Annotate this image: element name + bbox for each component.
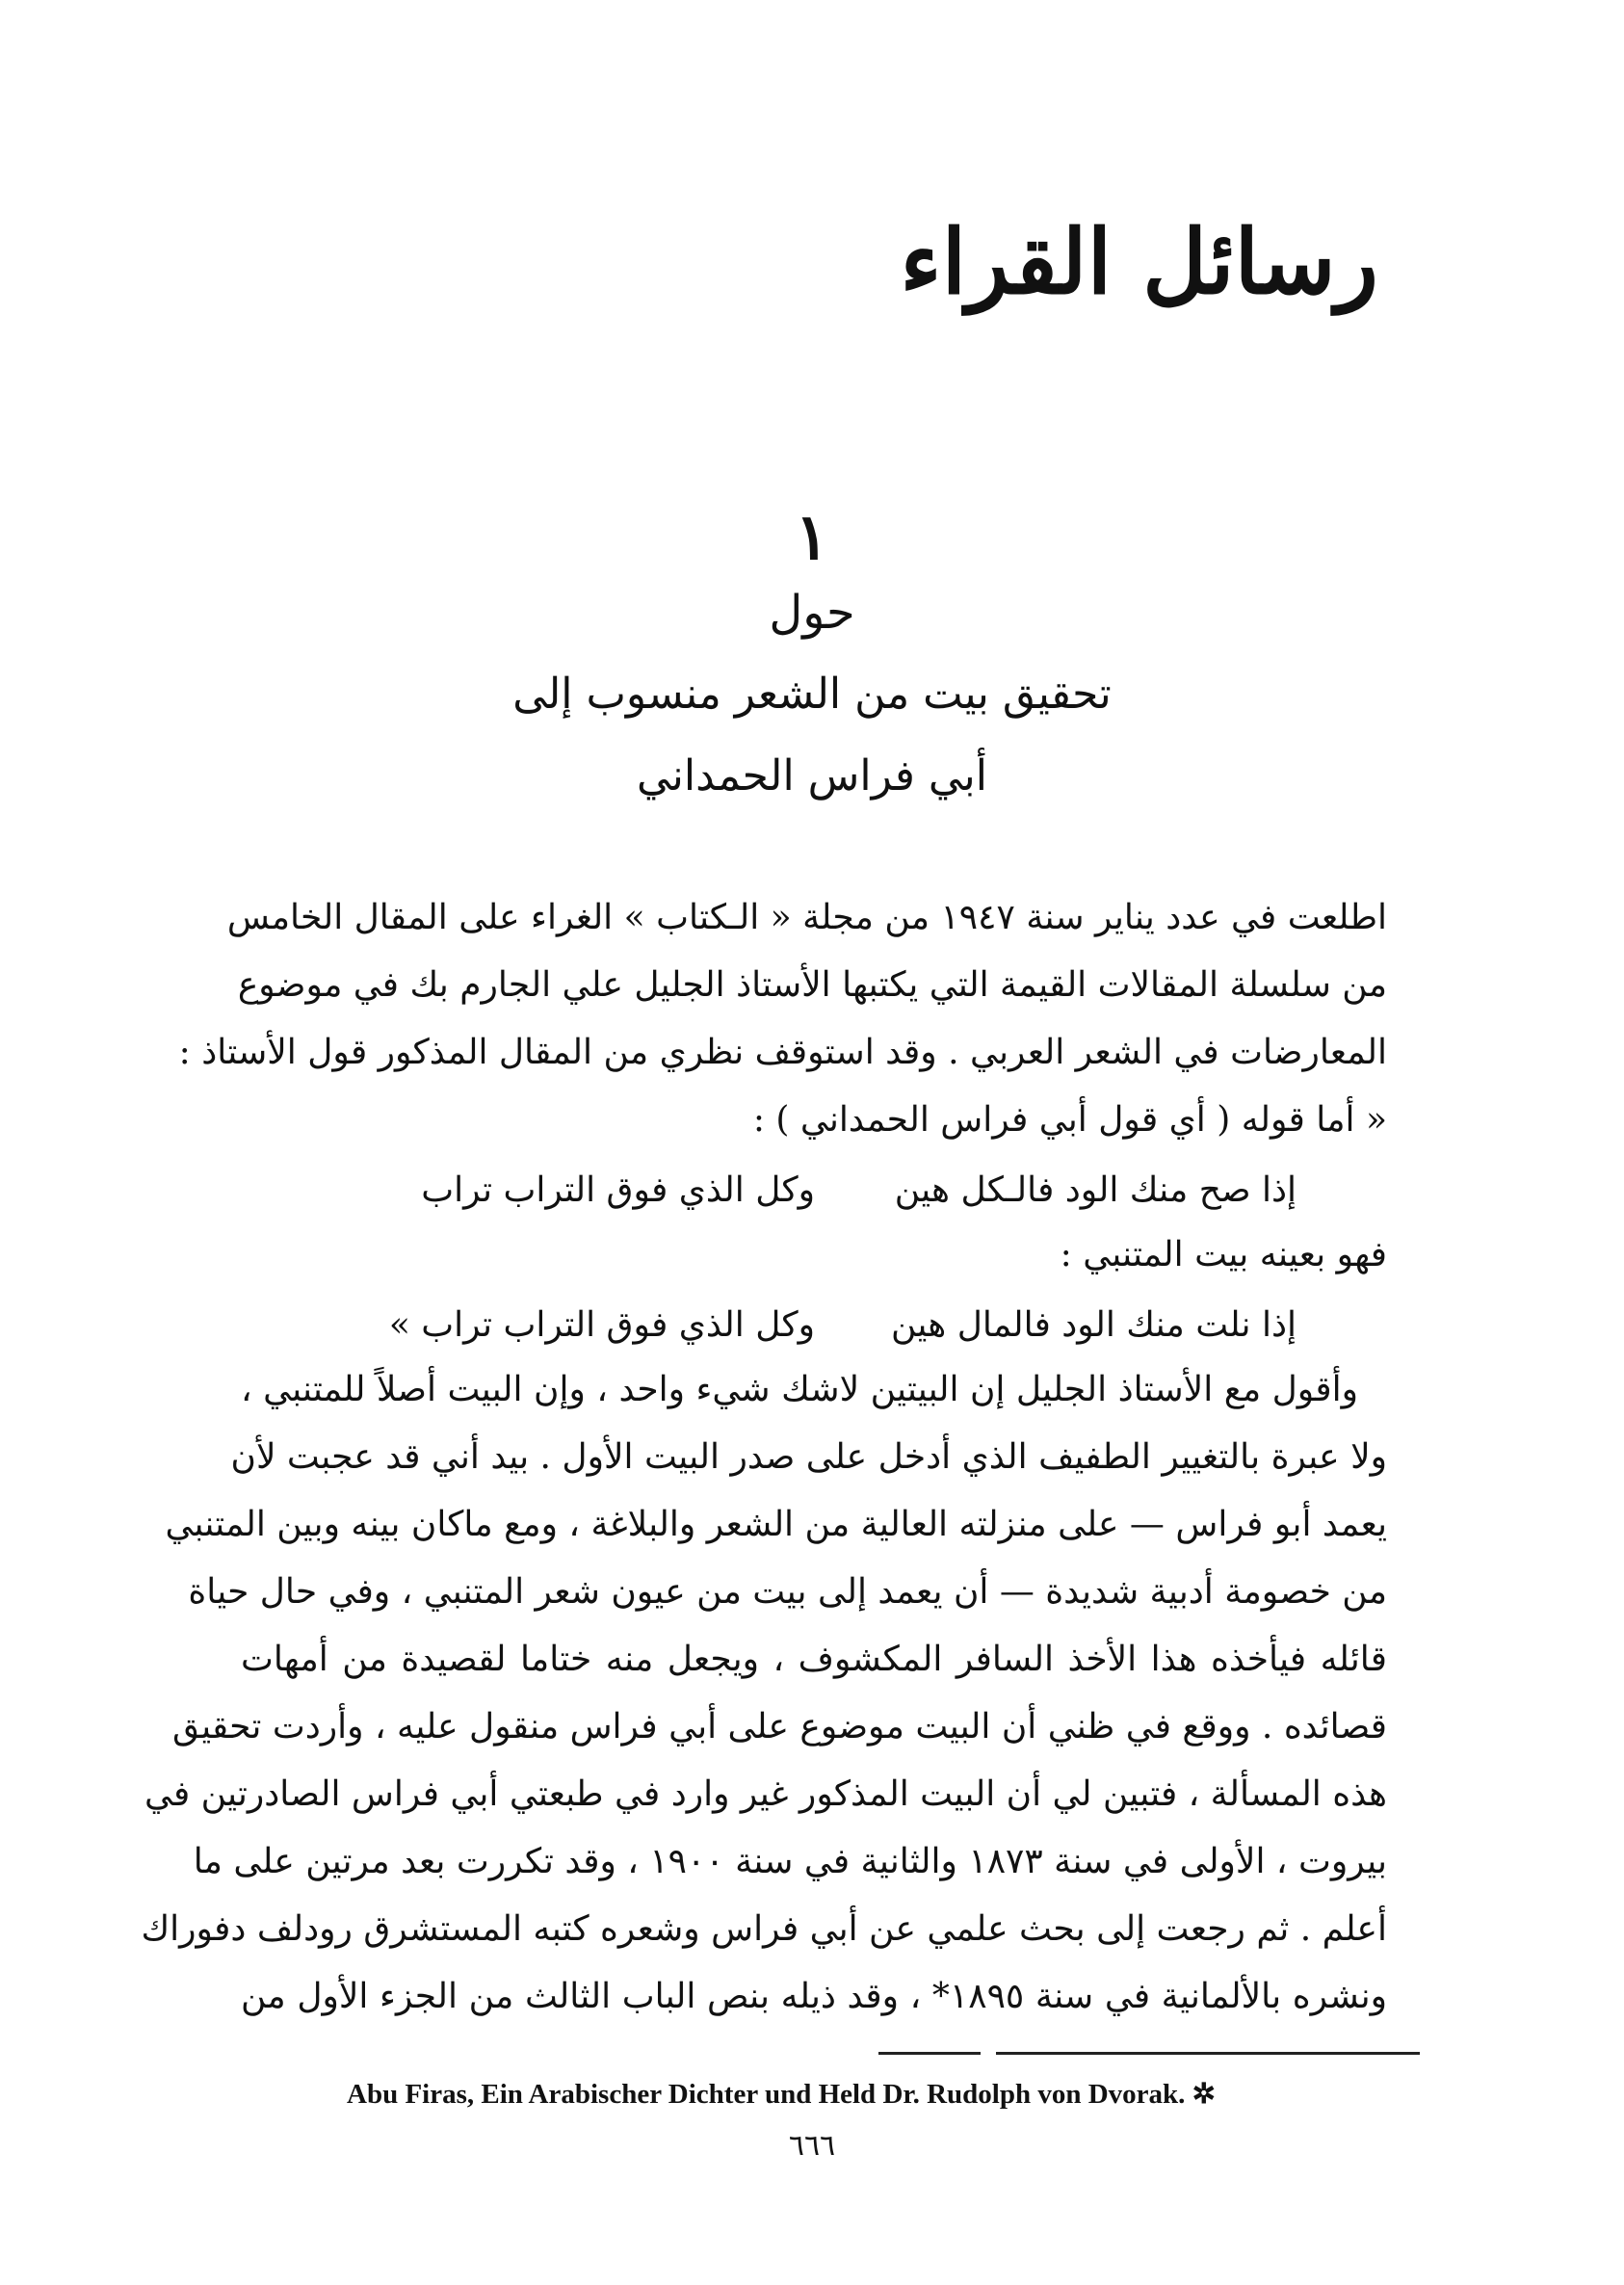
footnote-rule-short (878, 2052, 981, 2055)
paragraph-line: بيروت ، الأولى في سنة ١٨٧٣ والثانية في سنة ١٩٠٠ ، وقد تكررت بعد مرتين على ما (193, 1842, 1387, 1881)
verse-1-second-hemistich: وكل الذي فوق التراب تراب (421, 1170, 815, 1210)
verse-2-first-hemistich: إذا نلت منك الود فالمال هين (891, 1305, 1297, 1345)
paragraph-line: اطلعت في عدد يناير سنة ١٩٤٧ من مجلة « الـكتاب » الغراء على المقال الخامس (226, 898, 1387, 937)
paragraph-line: فهو بعينه بيت المتنبي : (1060, 1235, 1387, 1274)
verse-1-first-hemistich: إذا صح منك الود فالـكل هين (894, 1170, 1297, 1210)
paragraph-line: ونشره بالألمانية في سنة ١٨٩٥* ، وقد ذيله بنص الباب الثالث من الجزء الأول من (241, 1977, 1388, 2016)
paragraph-line: قائله فيأخذه هذا الأخذ السافر المكشوف ، ويجعل منه ختاما لقصيدة من أمهات (241, 1640, 1387, 1679)
section-title: رسائل القراء (900, 210, 1378, 314)
footnote-rule-long (996, 2052, 1420, 2055)
paragraph-line: أعلم . ثم رجعت إلى بحث علمي عن أبي فراس وشعره كتبه المستشرق رودلف دفوراك (141, 1909, 1387, 1949)
paragraph-line: من خصومة أدبية شديدة — أن يعمد إلى بيت من عيون شعر المتنبي ، وفي حال حياة (188, 1572, 1387, 1612)
paragraph-line: المعارضات في الشعر العربي . وقد استوقف نظري من المقال المذكور قول الأستاذ : (178, 1033, 1387, 1072)
paragraph-line: ولا عبرة بالتغيير الطفيف الذي أدخل على صدر البيت الأول . بيد أني قد عجبت لأن (230, 1437, 1387, 1477)
heading-line-2: أبي فراس الحمداني (636, 751, 988, 801)
verse-2-second-hemistich: وكل الذي فوق التراب تراب » (388, 1305, 815, 1345)
paragraph-line: من سلسلة المقالات القيمة التي يكتبها الأستاذ الجليل علي الجارم بك في موضوع (237, 965, 1387, 1005)
heading-line-1: تحقيق بيت من الشعر منسوب إلى (512, 670, 1112, 719)
paragraph-line: يعمد أبو فراس — على منزلته العالية من الشعر والبلاغة ، ومع ماكان بينه وبين المتنبي (165, 1505, 1387, 1544)
paragraph-line: هذه المسألة ، فتبين لي أن البيت المذكور غير وارد في طبعتي أبي فراس الصادرتين في (144, 1774, 1387, 1814)
page-number: ٦٦٦ (788, 2129, 836, 2163)
heading-about: حول (769, 586, 855, 640)
footnote: Abu Firas, Ein Arabischer Dichter und Held Dr. Rudolph von Dvorak. ✲ (347, 2079, 1216, 2110)
paragraph-line: « أما قوله ( أي قول أبي فراس الحمداني ) : (752, 1100, 1387, 1140)
letter-number: ١ (795, 499, 829, 574)
paragraph-line: وأقول مع الأستاذ الجليل إن البيتين لاشك شيء واحد ، وإن البيت أصلاً للمتنبي ، (241, 1370, 1358, 1409)
paragraph-line: قصائده . ووقع في ظني أن البيت موضوع على أبي فراس منقول عليه ، وأردت تحقيق (172, 1707, 1387, 1747)
